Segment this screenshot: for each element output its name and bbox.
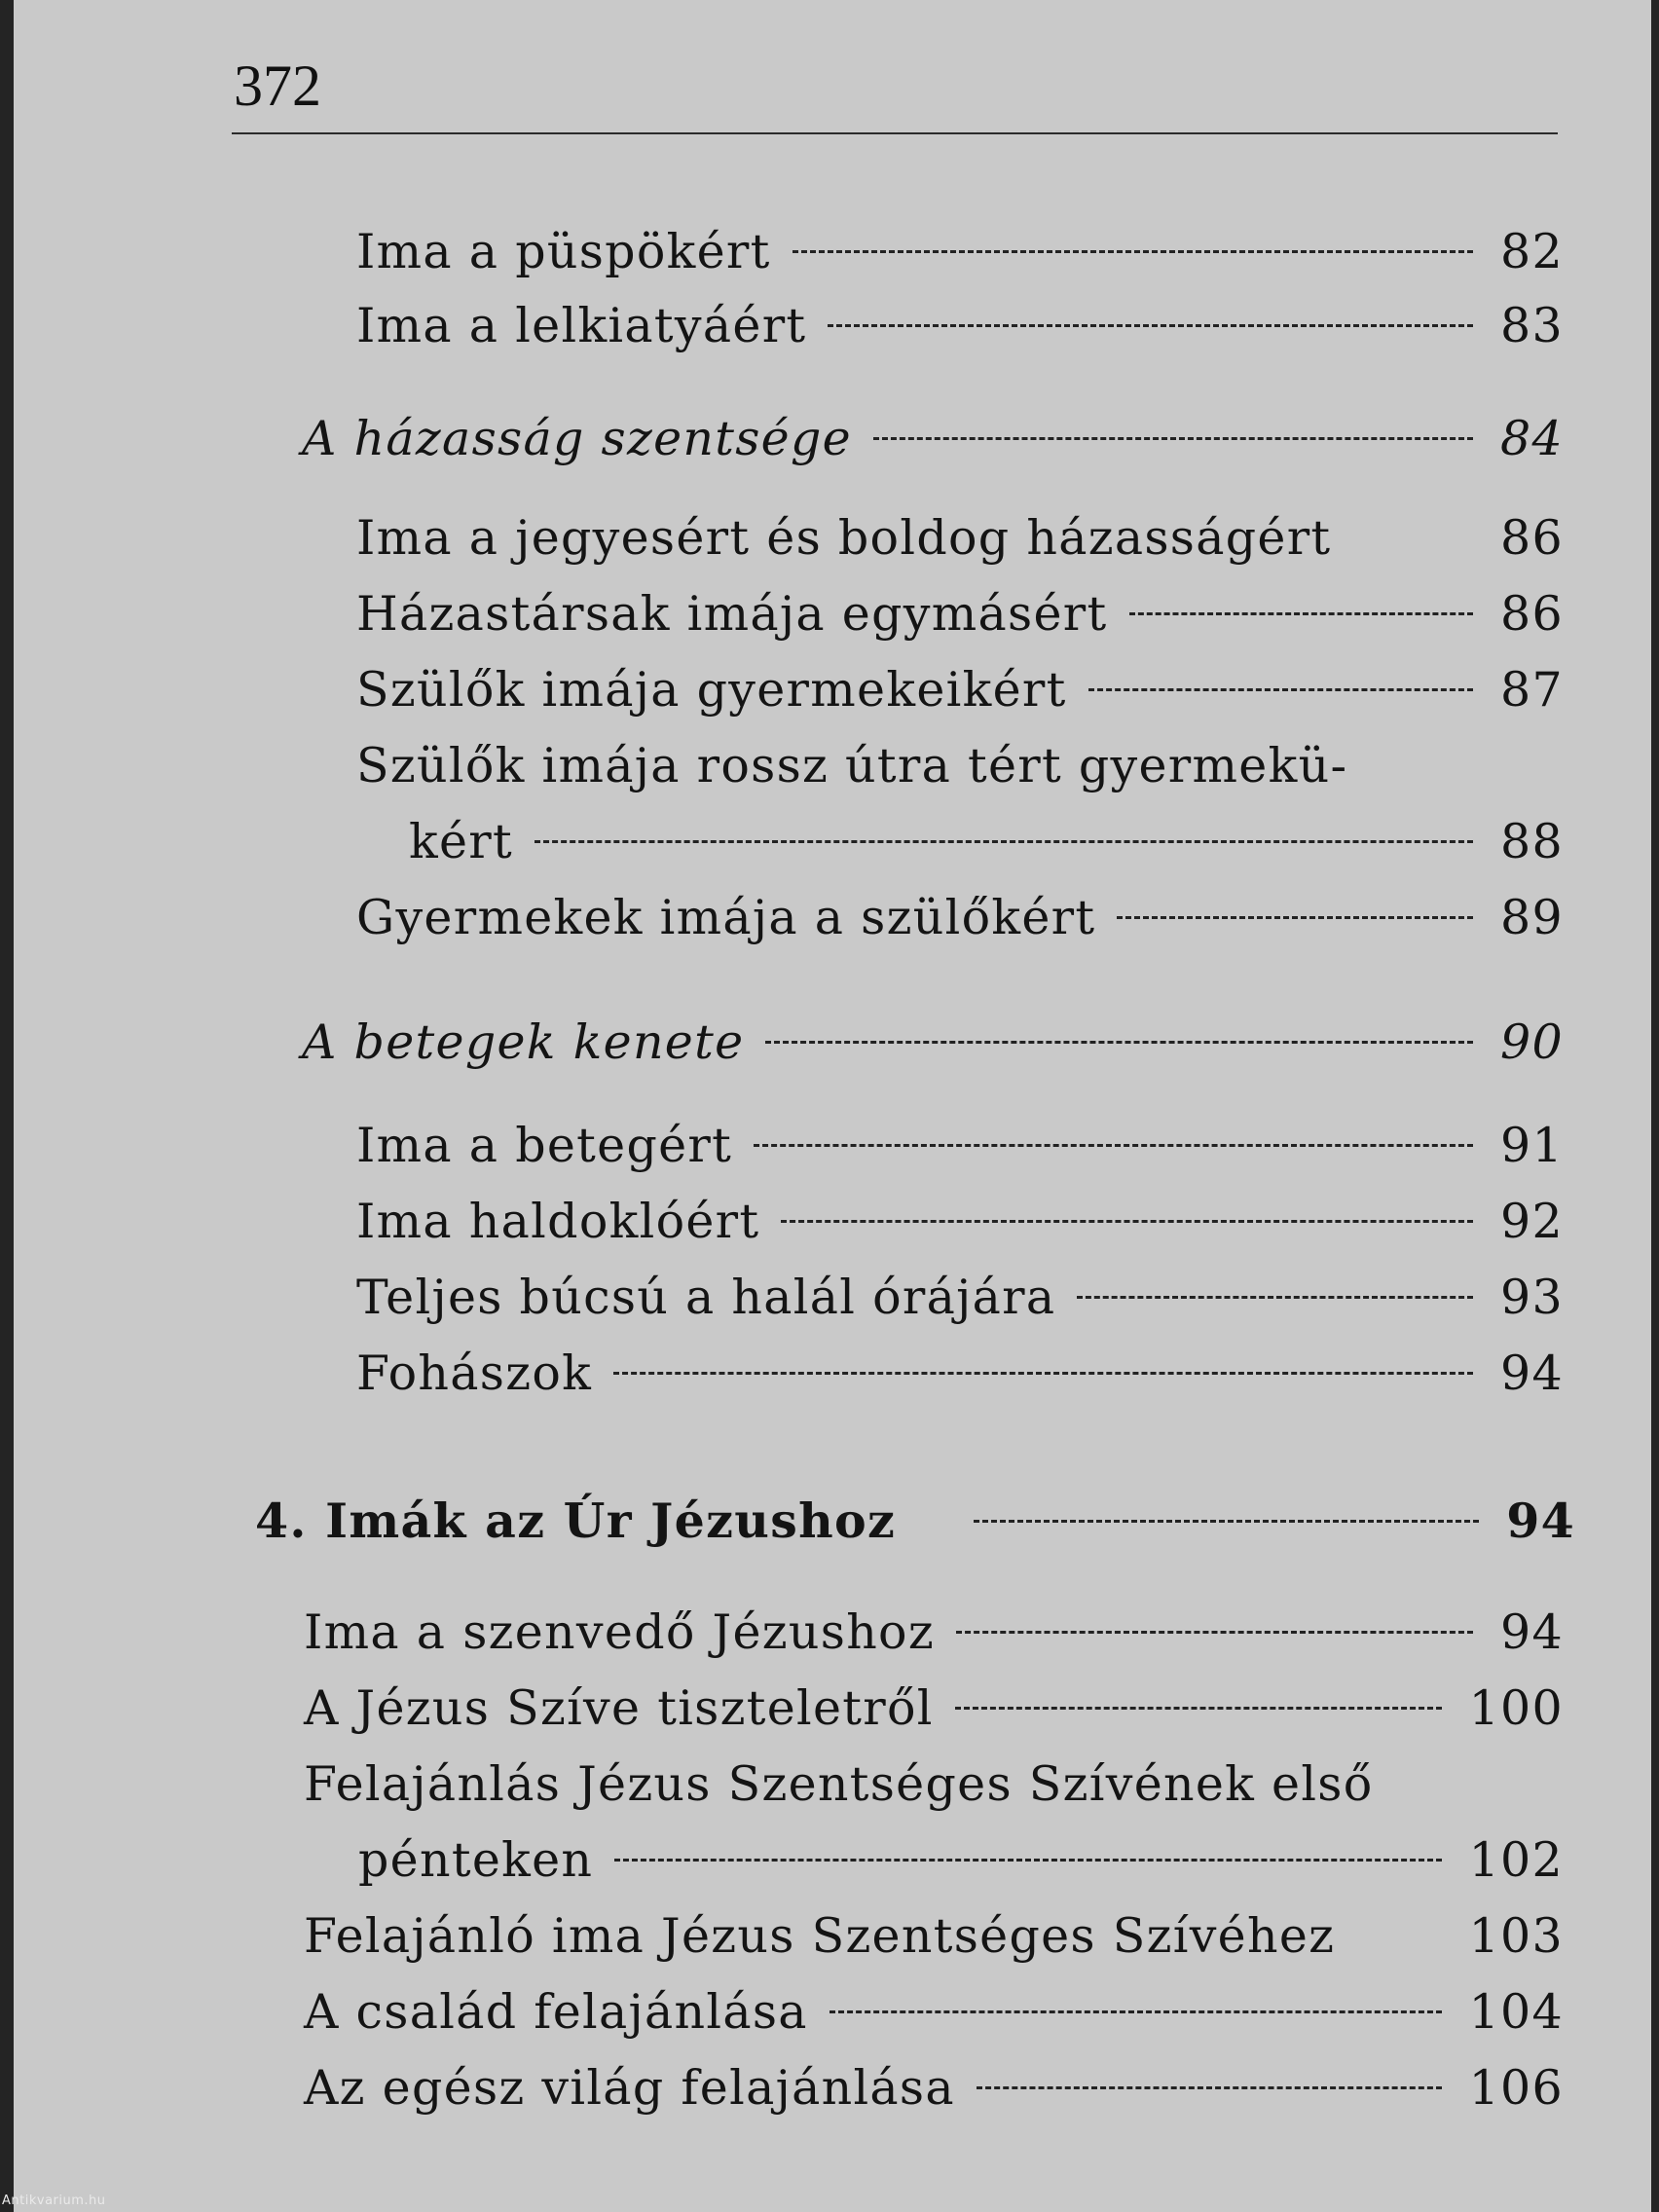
- dash-leader: [535, 840, 1473, 843]
- toc-entry-title: Ima a lelkiatyáért: [356, 297, 807, 353]
- dash-leader: [613, 1372, 1473, 1375]
- toc-entry-continuation: [409, 810, 1564, 872]
- toc-entry-page: 104: [1468, 1983, 1564, 2040]
- toc-entry-page: 83: [1500, 297, 1564, 353]
- toc-entry: [356, 582, 1564, 645]
- dash-leader: [1117, 916, 1473, 919]
- dash-leader: [830, 2010, 1442, 2013]
- toc-entry: [356, 1266, 1564, 1328]
- toc-entry-page: 100: [1468, 1679, 1564, 1736]
- dash-leader: [974, 1520, 1479, 1523]
- dash-leader: [781, 1220, 1473, 1223]
- toc-entry: [356, 886, 1564, 948]
- toc-entry-page: 84: [1500, 410, 1564, 466]
- toc-entry-title: Szülők imája gyermekeikért: [356, 661, 1067, 718]
- toc-entry-page: 92: [1500, 1193, 1564, 1249]
- dash-leader: [1077, 1296, 1473, 1299]
- toc-entry-title: Felajánló ima Jézus Szentséges Szívéhez: [304, 1907, 1336, 1964]
- toc-entry: [304, 1677, 1564, 1739]
- toc-entry-title: Ima a szenvedő Jézushoz: [304, 1604, 935, 1660]
- toc-entry: [356, 220, 1564, 282]
- toc-entry: [356, 658, 1564, 720]
- dash-leader: [828, 324, 1473, 327]
- toc-entry-title: Az egész világ felajánlása: [304, 2059, 955, 2116]
- toc-entry-title: Házastársak imája egymásért: [356, 585, 1108, 642]
- toc-entry-title: Fohászok: [356, 1345, 593, 1401]
- toc-section-heading: [302, 1011, 1564, 1073]
- toc-entry-first-line: [356, 734, 1564, 796]
- toc-entry-page: 89: [1500, 889, 1564, 945]
- toc-entry-title: A Jézus Szíve tiszteletről: [304, 1679, 934, 1736]
- toc-entry-title: A házasság szentsége: [302, 410, 852, 466]
- dash-leader: [977, 2086, 1442, 2089]
- dash-leader: [765, 1041, 1473, 1044]
- toc-entry-continuation-text: kért: [409, 813, 514, 869]
- dash-leader: [614, 1859, 1441, 1862]
- toc-entry: [356, 1342, 1564, 1404]
- toc-entry: [304, 1980, 1564, 2043]
- toc-entry-title: Ima haldoklóért: [356, 1193, 760, 1249]
- toc-entry-page: 93: [1500, 1269, 1564, 1325]
- watermark: Antikvarium.hu: [2, 2194, 106, 2208]
- toc-entry-title: Ima a jegyesért és boldog házasságért: [356, 509, 1332, 566]
- toc-entry-page: 86: [1500, 509, 1564, 566]
- toc-entry: [356, 1114, 1564, 1176]
- dash-leader: [793, 250, 1473, 253]
- dash-leader: [955, 1707, 1442, 1710]
- toc-entry-page: 88: [1500, 813, 1564, 869]
- dash-leader: [1088, 688, 1473, 691]
- toc-entry-page: 91: [1500, 1117, 1564, 1173]
- toc-entry: [304, 1904, 1564, 1967]
- toc-entry-first-line: [304, 1752, 1564, 1815]
- dash-leader: [956, 1631, 1473, 1634]
- toc-entry-title: Gyermekek imája a szülőkért: [356, 889, 1096, 945]
- toc-entry-page: 87: [1500, 661, 1564, 718]
- book-page: [14, 0, 1651, 2212]
- toc-chapter-title: 4. Imák az Úr Jézushoz: [255, 1492, 897, 1549]
- dash-leader: [873, 437, 1473, 440]
- dash-leader: [754, 1144, 1473, 1147]
- toc-entry-title: Ima a betegért: [356, 1117, 733, 1173]
- toc-entry-title: A család felajánlása: [304, 1983, 808, 2040]
- toc-entry-page: 86: [1500, 585, 1564, 642]
- toc-entry-page: 94: [1500, 1345, 1564, 1401]
- toc-entry: [356, 294, 1564, 356]
- toc-entry-title: Teljes búcsú a halál órájára: [356, 1269, 1056, 1325]
- dash-leader: [1129, 612, 1474, 615]
- toc-entry-continuation: [358, 1828, 1564, 1891]
- toc-entry-title: Szülők imája rossz útra tért gyermekü-: [356, 737, 1348, 793]
- toc-entry-title: A betegek kenete: [302, 1014, 745, 1070]
- toc-entry-page: 103: [1468, 1907, 1564, 1964]
- toc-entry-page: 94: [1500, 1604, 1564, 1660]
- toc-section-heading: [302, 407, 1564, 469]
- toc-entry-page: 82: [1500, 223, 1564, 279]
- toc-entry-title: Felajánlás Jézus Szentséges Szívének első: [304, 1755, 1374, 1812]
- toc-entry-page: 106: [1468, 2059, 1564, 2116]
- toc-entry: [304, 2056, 1564, 2119]
- toc-entry: [356, 1190, 1564, 1252]
- header-rule: [232, 132, 1558, 134]
- toc-entry-page: 90: [1500, 1014, 1564, 1070]
- toc-entry: [356, 506, 1564, 569]
- page-number: 372: [234, 54, 321, 118]
- toc-entry-page: 94: [1506, 1492, 1575, 1549]
- toc-entry-continuation-text: pénteken: [358, 1831, 594, 1888]
- toc-entry-page: 102: [1468, 1831, 1564, 1888]
- toc-entry-title: Ima a püspökért: [356, 223, 771, 279]
- toc-entry: [304, 1601, 1564, 1663]
- toc-chapter-heading: [255, 1490, 1575, 1552]
